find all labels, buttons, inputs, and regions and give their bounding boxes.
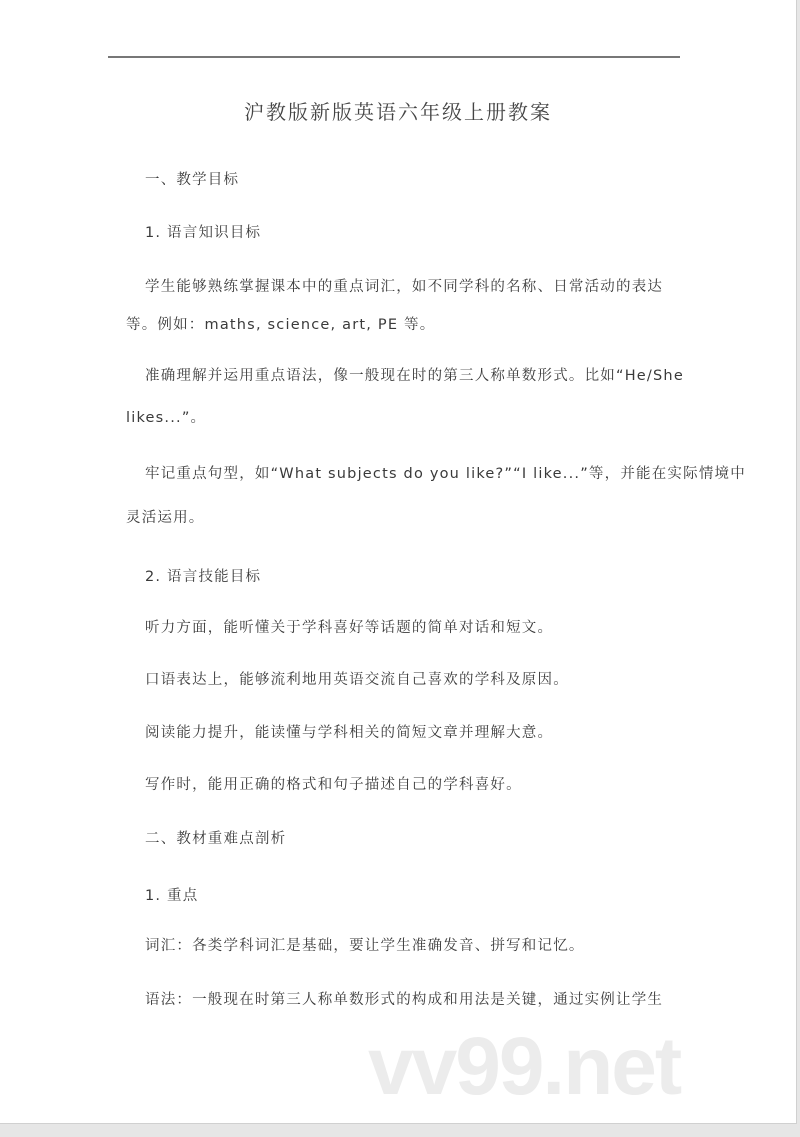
section-heading: 二、教材重难点剖析 xyxy=(145,831,287,847)
section-heading: 一、教学目标 xyxy=(145,172,240,188)
paragraph-line: 阅读能力提升，能读懂与学科相关的简短文章并理解大意。 xyxy=(145,725,554,741)
paragraph-line: 写作时，能用正确的格式和句子描述自己的学科喜好。 xyxy=(145,777,522,793)
paragraph-line: 口语表达上，能够流利地用英语交流自己喜欢的学科及原因。 xyxy=(145,672,569,688)
header-rule xyxy=(108,56,680,58)
subsection-heading: 2. 语言技能目标 xyxy=(145,569,262,585)
paragraph-line: 语法：一般现在时第三人称单数形式的构成和用法是关键，通过实例让学生 xyxy=(145,992,664,1008)
subsection-heading: 1. 重点 xyxy=(145,888,199,904)
paragraph-line: likes...”。 xyxy=(126,410,207,426)
paragraph-line: 听力方面，能听懂关于学科喜好等话题的简单对话和短文。 xyxy=(145,620,554,636)
paragraph-line: 准确理解并运用重点语法，像一般现在时的第三人称单数形式。比如“He/She xyxy=(145,368,684,384)
paragraph-line: 牢记重点句型，如“What subjects do you like?”“I like...”等，并能在实际情境中 xyxy=(145,466,746,482)
paragraph-line: 学生能够熟练掌握课本中的重点词汇，如不同学科的名称、日常活动的表达 xyxy=(145,279,664,295)
paragraph-line: 词汇：各类学科词汇是基础，要让学生准确发音、拼写和记忆。 xyxy=(145,938,585,954)
paragraph-line: 灵活运用。 xyxy=(126,510,205,526)
paragraph-line: 等。例如：maths, science, art, PE 等。 xyxy=(126,317,436,333)
document-title: 沪教版新版英语六年级上册教案 xyxy=(244,100,552,124)
subsection-heading: 1. 语言知识目标 xyxy=(145,225,262,241)
watermark: vv99.net xyxy=(368,1021,681,1112)
